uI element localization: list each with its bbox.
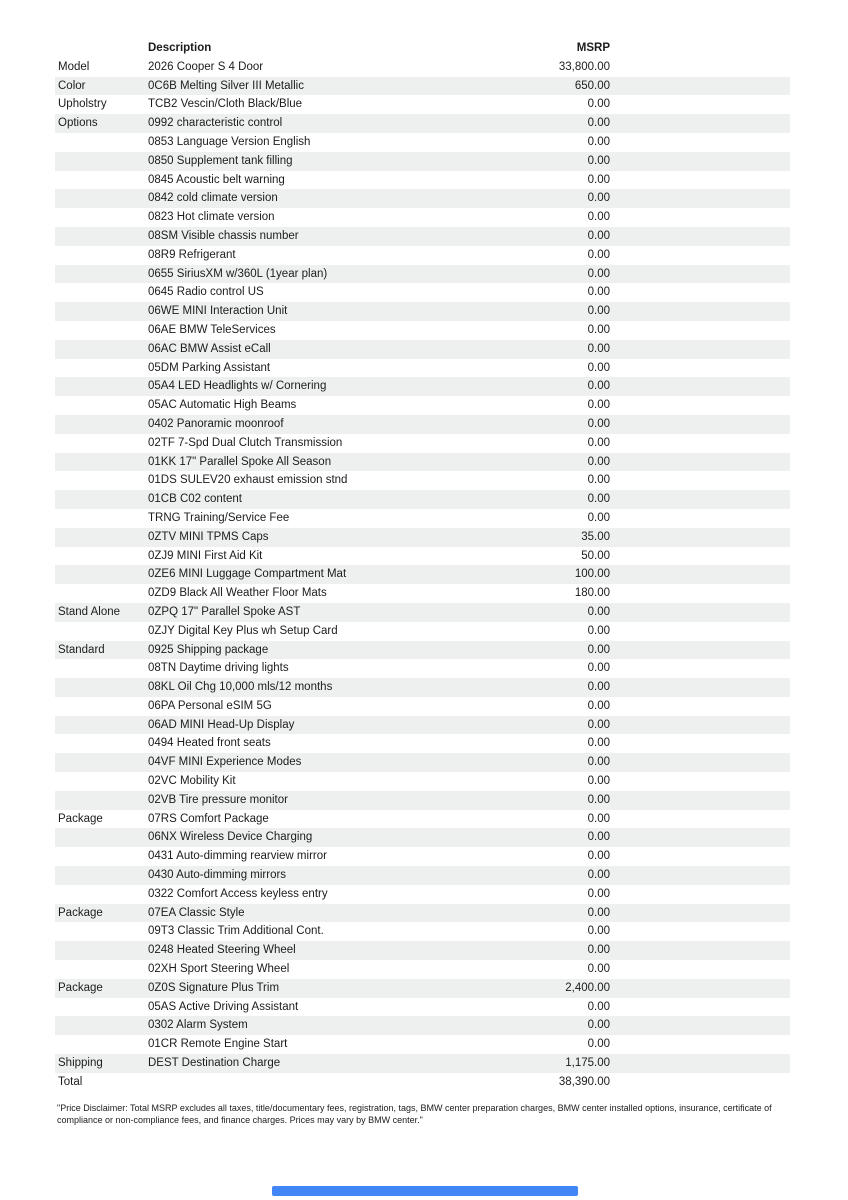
table-row bbox=[55, 95, 790, 114]
category-cell: Upholstry bbox=[58, 98, 107, 111]
msrp-cell: 100.00 bbox=[574, 568, 610, 581]
description-cell: 02VC Mobility Kit bbox=[148, 775, 236, 788]
msrp-cell: 0.00 bbox=[587, 455, 610, 468]
msrp-cell: 180.00 bbox=[574, 587, 610, 600]
table-row bbox=[55, 603, 790, 622]
msrp-cell: 0.00 bbox=[587, 493, 610, 506]
msrp-cell: 0.00 bbox=[587, 305, 610, 318]
msrp-cell: 0.00 bbox=[587, 474, 610, 487]
msrp-cell: 0.00 bbox=[587, 1038, 610, 1051]
msrp-cell: 0.00 bbox=[587, 154, 610, 167]
msrp-cell: 0.00 bbox=[587, 173, 610, 186]
category-cell: Color bbox=[58, 79, 86, 92]
msrp-cell: 0.00 bbox=[587, 399, 610, 412]
msrp-cell: 0.00 bbox=[587, 831, 610, 844]
table-row bbox=[55, 227, 790, 246]
table-row bbox=[55, 753, 790, 772]
description-cell: 0C6B Melting Silver III Metallic bbox=[148, 79, 304, 92]
vehicle-pricing-table bbox=[55, 39, 790, 1092]
description-cell: 0842 cold climate version bbox=[148, 192, 278, 205]
msrp-cell: 0.00 bbox=[587, 323, 610, 336]
table-header-row bbox=[55, 39, 790, 58]
table-row bbox=[55, 434, 790, 453]
category-cell: Model bbox=[58, 60, 90, 73]
table-row bbox=[55, 941, 790, 960]
description-cell: 06NX Wireless Device Charging bbox=[148, 831, 313, 844]
msrp-cell: 0.00 bbox=[587, 869, 610, 882]
msrp-header-cell: MSRP bbox=[576, 42, 610, 54]
description-cell: 01CR Remote Engine Start bbox=[148, 1038, 288, 1051]
msrp-cell: 0.00 bbox=[587, 850, 610, 863]
description-cell: 05A4 LED Headlights w/ Cornering bbox=[148, 380, 327, 393]
msrp-cell: 0.00 bbox=[587, 925, 610, 938]
table-row bbox=[55, 584, 790, 603]
msrp-cell: 0.00 bbox=[587, 98, 610, 111]
table-row bbox=[55, 885, 790, 904]
description-cell: 04VF MINI Experience Modes bbox=[148, 756, 302, 769]
table-row bbox=[55, 622, 790, 641]
msrp-cell: 0.00 bbox=[587, 718, 610, 731]
table-row bbox=[55, 509, 790, 528]
description-cell: 01DS SULEV20 exhaust emission stnd bbox=[148, 474, 348, 487]
msrp-cell: 0.00 bbox=[587, 211, 610, 224]
table-row bbox=[55, 114, 790, 133]
msrp-cell: 0.00 bbox=[587, 887, 610, 900]
msrp-cell: 0.00 bbox=[587, 1019, 610, 1032]
description-cell: 02TF 7-Spd Dual Clutch Transmission bbox=[148, 436, 343, 449]
description-cell: 07RS Comfort Package bbox=[148, 812, 269, 825]
description-cell: 02VB Tire pressure monitor bbox=[148, 793, 288, 806]
msrp-cell: 0.00 bbox=[587, 192, 610, 205]
table-row bbox=[55, 415, 790, 434]
table-row bbox=[55, 208, 790, 227]
description-cell: 06PA Personal eSIM 5G bbox=[148, 699, 272, 712]
table-row bbox=[55, 847, 790, 866]
msrp-cell: 0.00 bbox=[587, 944, 610, 957]
msrp-cell: 0.00 bbox=[587, 699, 610, 712]
description-cell: 0645 Radio control US bbox=[148, 286, 264, 299]
description-cell: 01KK 17" Parallel Spoke All Season bbox=[148, 455, 332, 468]
table-row bbox=[55, 377, 790, 396]
table-row bbox=[55, 490, 790, 509]
table-row bbox=[55, 772, 790, 791]
table-row bbox=[55, 265, 790, 284]
description-cell: 0431 Auto-dimming rearview mirror bbox=[148, 850, 327, 863]
table-row bbox=[55, 565, 790, 584]
description-cell: 01CB C02 content bbox=[148, 493, 242, 506]
table-row bbox=[55, 133, 790, 152]
description-cell: 0ZPQ 17" Parallel Spoke AST bbox=[148, 605, 301, 618]
table-row bbox=[55, 960, 790, 979]
category-cell: Stand Alone bbox=[58, 605, 121, 618]
table-row bbox=[55, 528, 790, 547]
category-cell: Total bbox=[58, 1075, 83, 1088]
description-cell: 06AD MINI Head-Up Display bbox=[148, 718, 295, 731]
msrp-cell: 0.00 bbox=[587, 380, 610, 393]
table-row bbox=[55, 641, 790, 660]
description-cell: 08SM Visible chassis number bbox=[148, 229, 299, 242]
table-row bbox=[55, 152, 790, 171]
msrp-cell: 0.00 bbox=[587, 812, 610, 825]
description-cell: 06AC BMW Assist eCall bbox=[148, 342, 271, 355]
description-cell: 2026 Cooper S 4 Door bbox=[148, 60, 264, 73]
description-cell: 06AE BMW TeleServices bbox=[148, 323, 276, 336]
table-row bbox=[55, 678, 790, 697]
table-row bbox=[55, 659, 790, 678]
description-cell: 0853 Language Version English bbox=[148, 135, 311, 148]
scroll-indicator-bar[interactable] bbox=[272, 1186, 578, 1196]
description-cell: 0ZD9 Black All Weather Floor Mats bbox=[148, 587, 327, 600]
table-row bbox=[55, 321, 790, 340]
category-cell: Shipping bbox=[58, 1057, 103, 1070]
description-cell: TCB2 Vescin/Cloth Black/Blue bbox=[148, 98, 303, 111]
table-row bbox=[55, 283, 790, 302]
description-cell: 0850 Supplement tank filling bbox=[148, 154, 293, 167]
msrp-cell: 0.00 bbox=[587, 267, 610, 280]
msrp-cell: 0.00 bbox=[587, 248, 610, 261]
description-cell: 0845 Acoustic belt warning bbox=[148, 173, 285, 186]
category-cell: Package bbox=[58, 906, 103, 919]
msrp-cell: 0.00 bbox=[587, 229, 610, 242]
table-row bbox=[55, 1073, 790, 1092]
table-row bbox=[55, 340, 790, 359]
msrp-cell: 50.00 bbox=[581, 549, 610, 562]
description-cell: 05DM Parking Assistant bbox=[148, 361, 271, 374]
description-cell: 0ZE6 MINI Luggage Compartment Mat bbox=[148, 568, 347, 581]
table-row bbox=[55, 189, 790, 208]
table-row bbox=[55, 1054, 790, 1073]
description-cell: 0ZTV MINI TPMS Caps bbox=[148, 530, 269, 543]
description-cell: TRNG Training/Service Fee bbox=[148, 511, 290, 524]
description-cell: 0823 Hot climate version bbox=[148, 211, 275, 224]
msrp-cell: 0.00 bbox=[587, 643, 610, 656]
table-row bbox=[55, 396, 790, 415]
msrp-cell: 0.00 bbox=[587, 117, 610, 130]
msrp-cell: 0.00 bbox=[587, 737, 610, 750]
table-row bbox=[55, 922, 790, 941]
table-row bbox=[55, 471, 790, 490]
table-row bbox=[55, 302, 790, 321]
table-row bbox=[55, 979, 790, 998]
description-cell: 0402 Panoramic moonroof bbox=[148, 417, 284, 430]
table-row bbox=[55, 246, 790, 265]
description-cell: 0430 Auto-dimming mirrors bbox=[148, 869, 287, 882]
table-row bbox=[55, 791, 790, 810]
msrp-cell: 1,175.00 bbox=[565, 1057, 610, 1070]
table-row bbox=[55, 998, 790, 1017]
description-cell: DEST Destination Charge bbox=[148, 1057, 281, 1070]
msrp-cell: 0.00 bbox=[587, 756, 610, 769]
description-cell: 05AS Active Driving Assistant bbox=[148, 1000, 299, 1013]
description-cell: 0ZJ9 MINI First Aid Kit bbox=[148, 549, 263, 562]
table-row bbox=[55, 1016, 790, 1035]
description-cell: 02XH Sport Steering Wheel bbox=[148, 963, 290, 976]
table-row bbox=[55, 866, 790, 885]
msrp-cell: 0.00 bbox=[587, 681, 610, 694]
description-cell: 0992 characteristic control bbox=[148, 117, 283, 130]
msrp-cell: 0.00 bbox=[587, 436, 610, 449]
category-cell: Package bbox=[58, 812, 103, 825]
msrp-cell: 0.00 bbox=[587, 624, 610, 637]
msrp-cell: 0.00 bbox=[587, 906, 610, 919]
msrp-cell: 0.00 bbox=[587, 511, 610, 524]
msrp-cell: 0.00 bbox=[587, 1000, 610, 1013]
description-cell: 0494 Heated front seats bbox=[148, 737, 271, 750]
msrp-cell: 0.00 bbox=[587, 793, 610, 806]
msrp-cell: 33,800.00 bbox=[558, 60, 610, 73]
msrp-cell: 35.00 bbox=[581, 530, 610, 543]
description-cell: 0925 Shipping package bbox=[148, 643, 269, 656]
table-row bbox=[55, 359, 790, 378]
table-row bbox=[55, 904, 790, 923]
price-disclaimer-text: "Price Disclaimer: Total MSRP excludes all taxes, title/documentary fees, registration, tags, BMW center preparation charges, BMW center installed options, insurance, certificate of compliance or non-compliance fees, and finance charges. Prices may vary by BMW center." bbox=[57, 1103, 772, 1125]
description-cell: 0322 Comfort Access keyless entry bbox=[148, 887, 328, 900]
category-cell: Standard bbox=[58, 643, 105, 656]
msrp-cell: 0.00 bbox=[587, 342, 610, 355]
table-row bbox=[55, 77, 790, 96]
category-cell: Package bbox=[58, 981, 103, 994]
table-row bbox=[55, 58, 790, 77]
description-cell: 07EA Classic Style bbox=[148, 906, 245, 919]
description-cell: 0302 Alarm System bbox=[148, 1019, 248, 1032]
msrp-cell: 38,390.00 bbox=[558, 1075, 610, 1088]
description-cell: 0248 Heated Steering Wheel bbox=[148, 944, 296, 957]
msrp-cell: 2,400.00 bbox=[565, 981, 610, 994]
description-header-cell: Description bbox=[148, 42, 212, 54]
msrp-cell: 0.00 bbox=[587, 963, 610, 976]
table-row bbox=[55, 734, 790, 753]
description-cell: 08KL Oil Chg 10,000 mls/12 months bbox=[148, 681, 333, 694]
description-cell: 0Z0S Signature Plus Trim bbox=[148, 981, 280, 994]
description-cell: 05AC Automatic High Beams bbox=[148, 399, 297, 412]
msrp-cell: 0.00 bbox=[587, 417, 610, 430]
table-row bbox=[55, 1035, 790, 1054]
description-cell: 09T3 Classic Trim Additional Cont. bbox=[148, 925, 324, 938]
msrp-cell: 0.00 bbox=[587, 135, 610, 148]
table-row bbox=[55, 171, 790, 190]
msrp-cell: 0.00 bbox=[587, 361, 610, 374]
description-cell: 08R9 Refrigerant bbox=[148, 248, 236, 261]
table-row bbox=[55, 810, 790, 829]
table-row bbox=[55, 453, 790, 472]
description-cell: 0655 SiriusXM w/360L (1year plan) bbox=[148, 267, 328, 280]
table-row bbox=[55, 716, 790, 735]
msrp-cell: 0.00 bbox=[587, 286, 610, 299]
description-cell: 06WE MINI Interaction Unit bbox=[148, 305, 288, 318]
msrp-cell: 0.00 bbox=[587, 775, 610, 788]
table-row bbox=[55, 697, 790, 716]
table-body bbox=[55, 58, 790, 1092]
msrp-cell: 650.00 bbox=[574, 79, 610, 92]
category-cell: Options bbox=[58, 117, 98, 130]
description-cell: 0ZJY Digital Key Plus wh Setup Card bbox=[148, 624, 338, 637]
description-cell: 08TN Daytime driving lights bbox=[148, 662, 289, 675]
msrp-cell: 0.00 bbox=[587, 605, 610, 618]
table-row bbox=[55, 547, 790, 566]
table-row bbox=[55, 828, 790, 847]
msrp-cell: 0.00 bbox=[587, 662, 610, 675]
